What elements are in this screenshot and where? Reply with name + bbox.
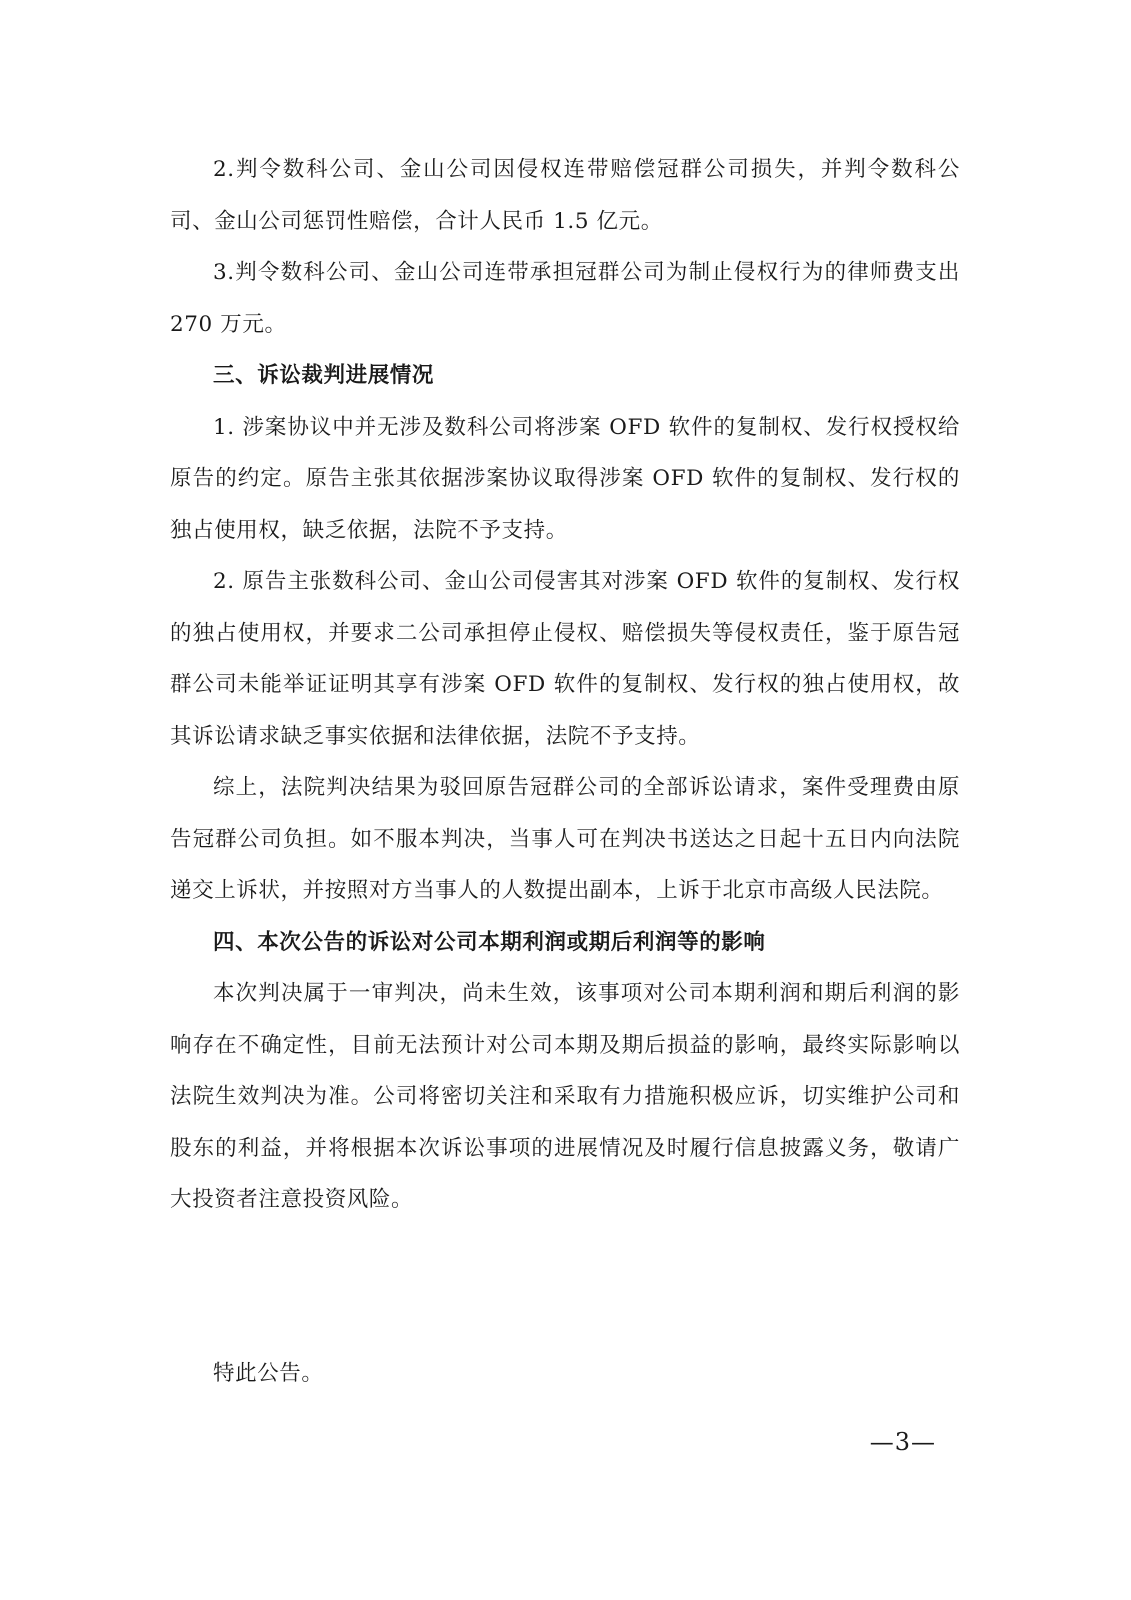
section-heading-3: 三、诉讼裁判进展情况 (213, 363, 435, 388)
claim-item-2: 2.判令数科公司、金山公司因侵权连带赔偿冠群公司损失，并判令数科公司、金山公司惩罚性赔偿，合计人民币 1.5 亿元。 (170, 157, 960, 234)
document-body (170, 144, 960, 1226)
judgment-summary: 综上，法院判决结果为驳回原告冠群公司的全部诉讼请求，案件受理费由原告冠群公司负担。如不服本判决，当事人可在判决书送达之日起十五日内向法院递交上诉状，并按照对方当事人的人数提出副本，上诉于北京市高级人民法院。 (170, 775, 960, 903)
page-number: —3— (869, 1428, 936, 1456)
section-heading-4: 四、本次公告的诉讼对公司本期利润或期后利润等的影响 (213, 929, 766, 955)
judgment-item-2: 2. 原告主张数科公司、金山公司侵害其对涉案 OFD 软件的复制权、发行权的独占使用权，并要求二公司承担停止侵权、赔偿损失等侵权责任，鉴于原告冠群公司未能举证证明其享有涉案 OFD 软件的复制权、发行权的独占使用权，故其诉讼请求缺乏事实依据和法律依据，法院不予支持。 (170, 569, 960, 749)
impact-paragraph: 本次判决属于一审判决，尚未生效，该事项对公司本期利润和期后利润的影响存在不确定性，目前无法预计对公司本期及期后损益的影响，最终实际影响以法院生效判决为准。公司将密切关注和采取有力措施积极应诉，切实维护公司和股东的利益，并将根据本次诉讼事项的进展情况及时履行信息披露义务，敬请广大投资者注意投资风险。 (170, 981, 960, 1212)
closing-statement: 特此公告。 (213, 1361, 324, 1386)
judgment-item-1: 1. 涉案协议中并无涉及数科公司将涉案 OFD 软件的复制权、发行权授权给原告的约定。原告主张其依据涉案协议取得涉案 OFD 软件的复制权、发行权的独占使用权，缺乏依据，法院不予支持。 (170, 414, 960, 543)
claim-item-3: 3.判令数科公司、金山公司连带承担冠群公司为制止侵权行为的律师费支出 270 万元。 (170, 260, 960, 337)
